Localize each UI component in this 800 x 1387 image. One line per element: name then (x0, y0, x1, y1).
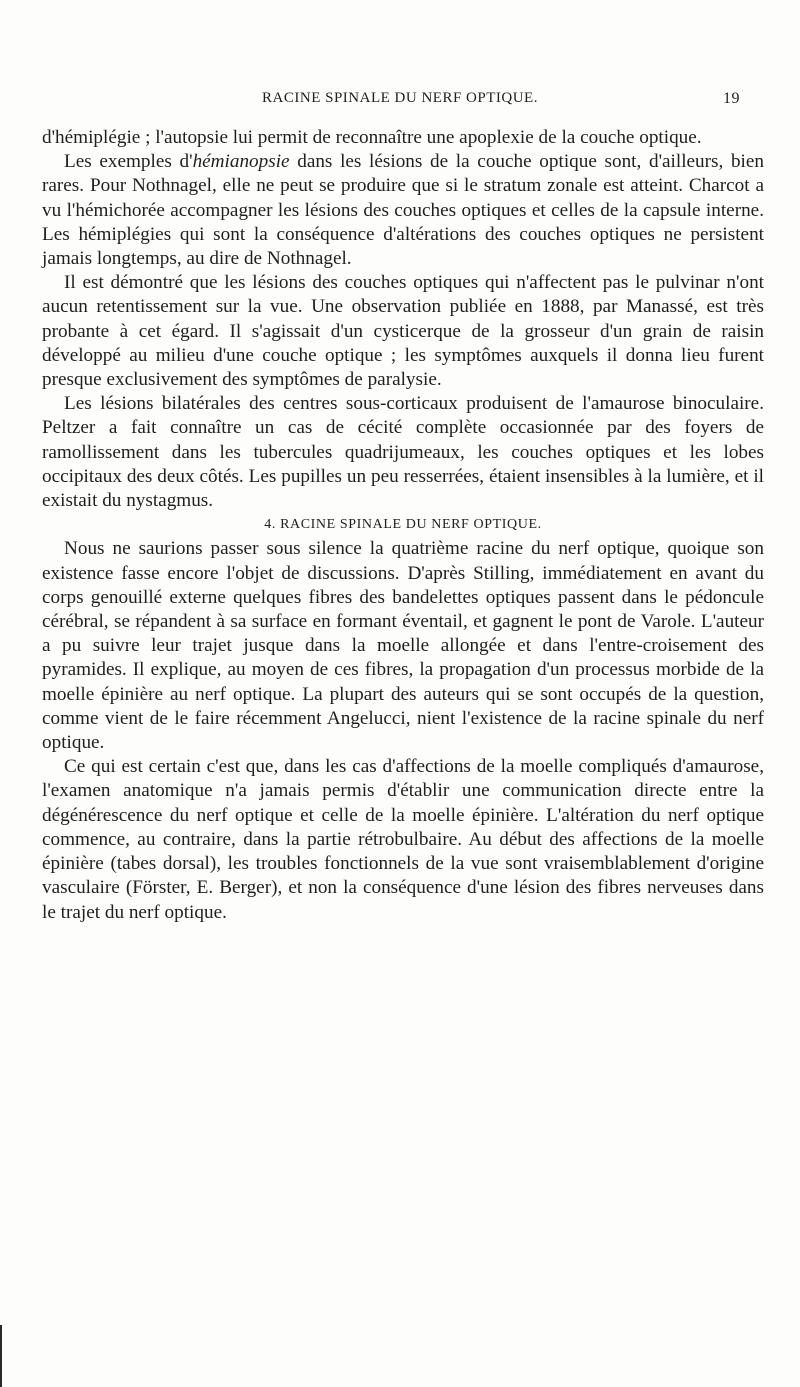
running-header (0, 90, 800, 114)
paragraph-2-pre: Les exemples d' (64, 151, 193, 173)
section-number: 4. (264, 517, 276, 533)
page-body (42, 126, 764, 925)
paragraph-4: Les lésions bilatérales des centres sous-corticaux produisent de l'amaurose binoculaire. Peltzer a fait connaître un cas de cécité complète occasionnée par des foyers de ramollissement dans les tubercules quadrijumeaux, les couches optiques et les lobes occipitaux des deux côtés. Les pupilles un peu resserrées, étaient insensibles à la lumière, et il existait du nystagmus. (42, 393, 764, 512)
page-edge-mark (0, 1325, 2, 1387)
paragraph-3: Il est démontré que les lésions des couches optiques qui n'affectent pas le pulvinar n'ont aucun retentissement sur la vue. Une observation publiée en 1888, par Manassé, est très probante à cet égard. Il s'agissait d'un cysticerque de la grosseur d'un grain de raisin développé au milieu d'une couche optique ; les symptômes auxquels il donna lieu furent presque exclusivement des symptômes de paralysie. (42, 272, 764, 391)
paragraph-2 (42, 150, 764, 271)
section-title: RACINE SPINALE DU NERF OPTIQUE. (280, 517, 542, 533)
page-number: 19 (723, 90, 740, 107)
section-heading (42, 513, 764, 537)
italic-term-hemianopsie: hémianopsie (192, 151, 290, 173)
paragraph-5: Nous ne saurions passer sous silence la quatrième racine du nerf optique, quoique son existence fasse encore l'objet de discussions. D'après Stilling, immédiatement en avant du corps genouillé externe quelques fibres des bandelettes optiques passent dans le pédoncule cérébral, se répandent à sa surface en formant éventail, et gagnent le pont de Varole. L'auteur a pu suivre leur trajet jusque dans la moelle allongée et dans l'entre-croisement des pyramides. Il explique, au moyen de ces fibres, la propagation d'un processus morbide de la moelle épinière au nerf optique. La plupart des auteurs qui se sont occupés de la question, comme vient de le faire récemment Angelucci, nient l'existence de la racine spinale du nerf optique. (42, 538, 764, 754)
paragraph-1: d'hémiplégie ; l'autopsie lui permit de reconnaître une apoplexie de la couche optique. (42, 127, 702, 148)
paragraph-6: Ce qui est certain c'est que, dans les cas d'affections de la moelle compliqués d'amaurose, l'examen anatomique n'a jamais permis d'établir une communication directe entre la dégénérescence du nerf optique et celle de la moelle épinière. L'altération du nerf optique commence, au contraire, dans la partie rétrobulbaire. Au début des affections de la moelle épinière (tabes dorsal), les troubles fonctionnels de la vue sont vraisemblablement d'origine vasculaire (Förster, E. Berger), et non la conséquence d'une lésion des fibres nerveuses dans le trajet du nerf optique. (42, 756, 764, 923)
running-title: RACINE SPINALE DU NERF OPTIQUE. (262, 90, 538, 106)
paragraph-2-post: dans les lésions de la couche optique sont, d'ailleurs, bien rares. Pour Nothnagel, elle ne peut se produire que si le stratum zonale est atteint. Charcot a vu l'hémichorée accompagner les lésions des couches optiques et celles de la capsule interne. Les hémiplégies qui sont la conséquence d'altérations des couches optiques ne persistent jamais longtemps, au dire de Nothnagel. (42, 151, 764, 270)
